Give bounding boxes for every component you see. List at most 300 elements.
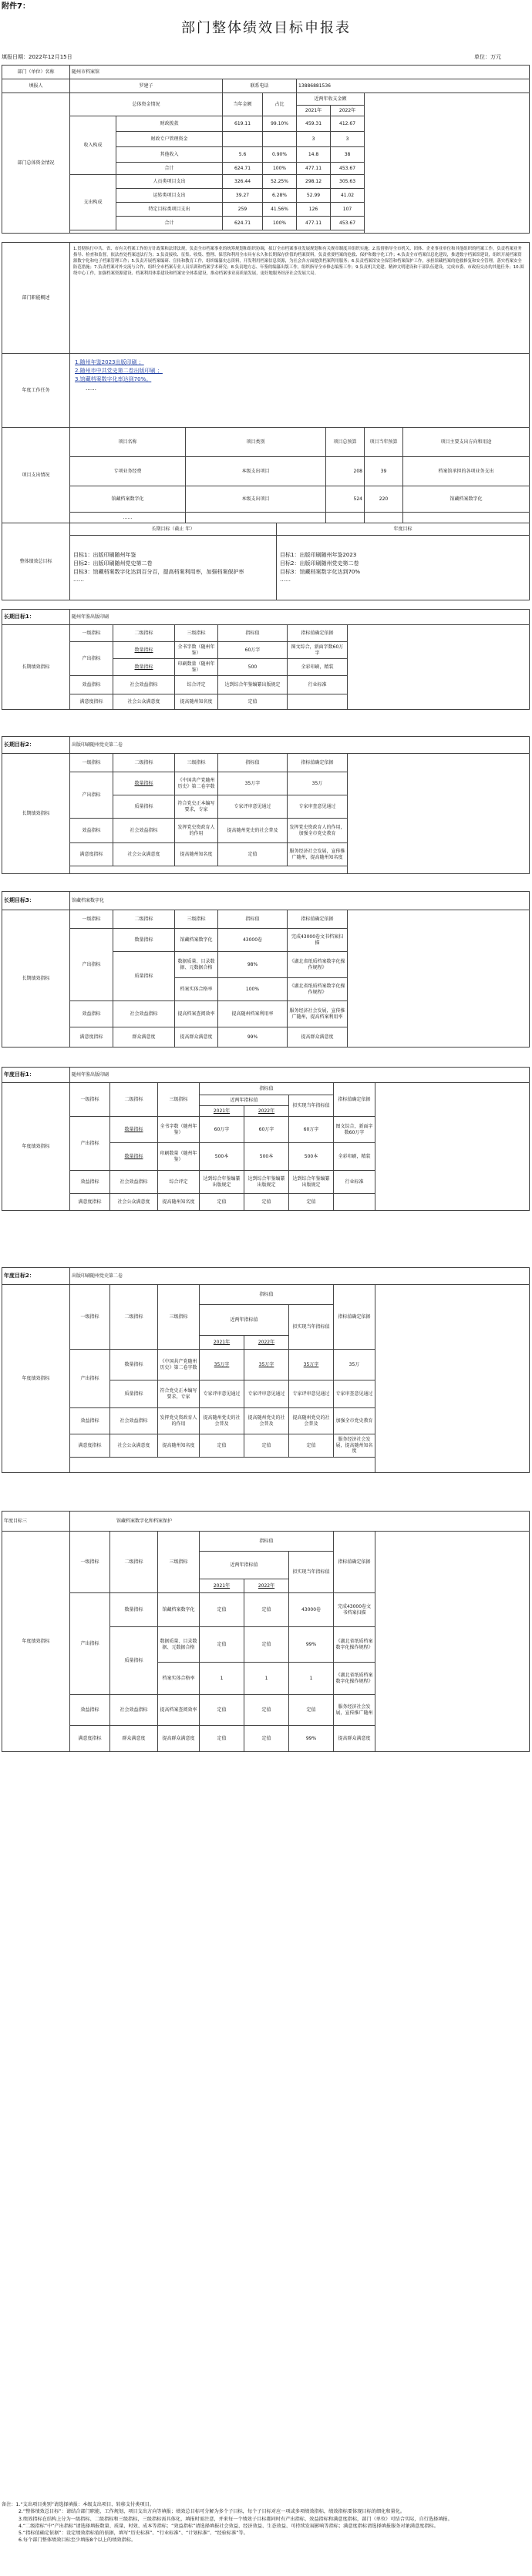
- indicator-l3: 发挥党史资政育人的作用: [158, 1408, 200, 1434]
- indicator-l1: 满意度指标: [70, 694, 113, 710]
- indicator-l3: 提高随州知名度: [175, 843, 218, 866]
- indicator-basis: 完成43000卷文书档案扫描: [334, 1593, 375, 1627]
- year3-label: 年度绩效指标: [2, 1532, 70, 1752]
- indicator-value: 500: [218, 659, 288, 676]
- year3-name: 馆藏档案数字化和档案保护: [70, 1512, 530, 1532]
- indicator-2021: 35万字: [200, 1350, 244, 1380]
- h-level3: 三级指标: [158, 1532, 200, 1593]
- projects-col-year: 项目当年预算: [365, 428, 403, 457]
- indicator-2022: 提高随州党史的社会普及: [244, 1408, 289, 1434]
- indicator-l1: 满意度指标: [70, 1194, 110, 1211]
- indicator-l1: 效益指标: [70, 676, 113, 694]
- indicator-plan: 达到综合年鉴编纂出版规定: [289, 1171, 334, 1194]
- long3-title: 长期目标3：: [2, 892, 70, 910]
- indicator-plan: 1: [289, 1663, 334, 1695]
- indicator-value: 60万字: [218, 642, 288, 659]
- indicator-value: 定值: [218, 694, 288, 710]
- h-level2: 二级指标: [113, 754, 175, 772]
- overall-table: [2, 523, 530, 600]
- indicator-basis: [334, 1194, 375, 1211]
- indicator-2022: 定值: [244, 1593, 289, 1627]
- year3-title: 年度目标三: [2, 1512, 70, 1532]
- indicator-2022: 定值: [244, 1627, 289, 1663]
- long2-title: 长期目标2：: [2, 737, 70, 754]
- expense-row-current: 624.71: [223, 217, 263, 230]
- expense-row-current: 326.44: [223, 175, 263, 189]
- task-item: 3.馆藏档案数字化率达到70%。: [75, 376, 152, 383]
- income-row-name: 其他收入: [116, 147, 223, 163]
- indicator-2022: 500本: [244, 1143, 289, 1171]
- indicator-basis: 发挥党史资政育人的作用，加强全市党史教育: [288, 819, 348, 843]
- indicator-l3: 档案实体合格率: [175, 978, 218, 1001]
- filler-label: 填报人: [2, 79, 70, 93]
- indicator-basis: 全彩印刷，精装: [334, 1143, 375, 1171]
- income-row-y2: 38: [331, 147, 365, 163]
- indicator-basis: 服务经济社会发展，提高随州知名度: [334, 1434, 375, 1458]
- long1-title: 长期目标1：: [2, 610, 70, 625]
- indicator-plan: 500本: [289, 1143, 334, 1171]
- year1-table: [2, 1067, 530, 1211]
- attachment-label: 附件7：: [2, 2, 30, 11]
- indicator-basis: 35万: [288, 772, 348, 795]
- indicator-value: 35万字: [218, 772, 288, 795]
- note-line: 备注：1.“支出项目类别”请选择填报：本级支出项目、转移支付类项目。: [2, 2502, 154, 2507]
- funds-section-label: 部门总体资金情况: [2, 93, 70, 234]
- h-plan: 拟实现当年指标值: [289, 1305, 334, 1350]
- indicator-l3: 提高随州知名度: [158, 1434, 200, 1458]
- indicator-l2: 群众满意度: [110, 1726, 158, 1752]
- indicator-l1: 效益指标: [70, 1001, 113, 1027]
- projects-col-type: 项目类别: [186, 428, 326, 457]
- h-year2: 2022年: [244, 1106, 289, 1117]
- year1-label: 年度绩效指标: [2, 1083, 70, 1211]
- indicator-value: 43000卷: [218, 929, 288, 952]
- indicator-l3: 提高档案查阅效率: [175, 1001, 218, 1027]
- expense-row-y1: 52.99: [297, 189, 331, 203]
- indicator-l3: 数据质量、目录数据、元数据合格: [175, 952, 218, 978]
- year2-table: [2, 1267, 530, 1473]
- income-row-y1: 459.31: [297, 116, 331, 132]
- h-level2: 二级指标: [110, 1083, 158, 1117]
- indicator-l3: 符合党史正本编写要求，专家: [158, 1380, 200, 1408]
- h-level1: 一级指标: [70, 910, 113, 929]
- tasks-label: 年度工作任务: [2, 354, 70, 428]
- h-value: 指标值: [200, 1532, 334, 1552]
- expense-row-ratio: 52.25%: [263, 175, 297, 189]
- h-basis: 指标值确定依据: [288, 625, 348, 642]
- indicator-2022: 60万字: [244, 1117, 289, 1143]
- overall-long-head: 长期目标（截止 年）: [70, 523, 277, 536]
- indicator-l3: 印刷数量（随州年鉴）: [158, 1143, 200, 1171]
- indicator-l1: 满意度指标: [70, 1027, 113, 1048]
- tasks-cell: [70, 354, 530, 428]
- overview-text: 1.贯彻执行中共、省、市有关档案工作的方针政策和法律法规，负责全市档案事业的统筹规划和组织协调，拟订全市档案事业发展规划和有关规章制度并组织实施；2.监督指导全市机关、团体、企业事业单位和其他组织的档案工作，负责档案业务指导、检查和监督，依法查处档案违法行为；3.负责接收、征集、收集、整理、保管和利用全市具有永久和长期保存价值的档案资料，负责重要档案的抢救、保护和数字化工作；4.负责全市档案信息化建设，推进数字档案馆建设，组织开展档案资源数字化和电子档案管理工作；5.负责开展档案编研、宣传和教育工作，组织编纂史志资料，开发利用档案信息资源，为社会各方面提供档案利用服务；6.负责档案馆安全保管和档案保护工作，承担馆藏档案的抢救修复和安全管理，落实档案安全防范措施；7.负责档案对外交流与合作，组织全市档案专业人员培训和档案学术研究；8.负责地方志、年鉴的编纂出版工作，组织指导全市修志编鉴工作；9.负责机关党建、精神文明建设和干部队伍建设，完成市委、市政府交办的其他任务；10.围绕中心工作，加强档案资源建设、档案利用体系建设和档案安全体系建设，推动档案事业高质量发展，更好地服务经济社会发展大局。: [70, 243, 530, 354]
- indicator-l3: 提高档案查阅效率: [158, 1695, 200, 1726]
- indicator-2021: 定值: [200, 1194, 244, 1211]
- year-goal-line: 目标3：馆藏档案数字化达到70%: [280, 568, 361, 575]
- overall-year-head: 年度目标: [277, 523, 530, 536]
- long2-name: 出版印刷随州党史第二卷: [70, 737, 530, 754]
- expense-row-name: 特定目标类项目支出: [116, 203, 223, 217]
- expense-row-y1: 126: [297, 203, 331, 217]
- indicator-l3: 发挥党史资政育人的作用: [175, 819, 218, 843]
- indicator-l2: 数量指标: [110, 1143, 158, 1171]
- projects-ellipsis: ……: [70, 513, 186, 523]
- indicator-l2: 质量指标: [110, 1627, 158, 1695]
- indicator-2021: 定值: [200, 1627, 244, 1663]
- indicator-plan: 99%: [289, 1627, 334, 1663]
- income-row-ratio: [263, 132, 297, 147]
- projects-label: 项目支出情况: [2, 428, 70, 523]
- indicator-l3: 全书字数（随州年鉴）: [158, 1117, 200, 1143]
- indicator-l2: 数量指标: [110, 1117, 158, 1143]
- indicator-2022: 专家评审意见通过: [244, 1380, 289, 1408]
- indicator-2022: 定值: [244, 1434, 289, 1458]
- long-goal-ellipsis: ……: [73, 577, 84, 583]
- expense-label: 支出构成: [70, 175, 116, 230]
- expense-row-y2: 453.67: [331, 217, 365, 230]
- h-level1: 一级指标: [70, 1532, 110, 1593]
- indicator-l2: 社会公众满意度: [110, 1194, 158, 1211]
- h-level1: 一级指标: [70, 754, 113, 772]
- indicator-l2: 社会效益指标: [113, 1001, 175, 1027]
- income-row-name: 合计: [116, 163, 223, 175]
- task-ellipsis: ……: [86, 385, 96, 392]
- indicator-l1: 效益指标: [70, 819, 113, 843]
- indicator-l2: 质量指标: [113, 795, 175, 819]
- task-item: 1.随州年鉴2023出版印刷 ；: [75, 359, 144, 365]
- expense-row-current: 259: [223, 203, 263, 217]
- year1-name: 随州年鉴出版印刷: [70, 1068, 530, 1083]
- funds-col-ratio: 占比: [263, 93, 297, 116]
- expense-row-ratio: 41.56%: [263, 203, 297, 217]
- dept-name: 随州市档案馆: [70, 66, 530, 79]
- year1-title: 年度目标1：: [2, 1068, 70, 1083]
- task-item: 2.随州市中共党史第二卷出版印刷 ；: [75, 368, 163, 375]
- phone-value: 13886881536: [297, 79, 530, 93]
- h-value: 指标值: [218, 910, 288, 929]
- indicator-value: 提高随州党史的社会普及: [218, 819, 288, 843]
- indicator-basis: 加强全市党史教育: [334, 1408, 375, 1434]
- indicator-l3: 综合评定: [158, 1171, 200, 1194]
- funds-year1: 2021年: [297, 106, 331, 116]
- dept-label: 部门（单位）名称: [2, 66, 70, 79]
- indicator-l2: 社会效益指标: [110, 1695, 158, 1726]
- expense-row-y1: 298.12: [297, 175, 331, 189]
- indicator-2022: 1: [244, 1663, 289, 1695]
- indicator-basis: 服务经济社会发展，宣传推广随州: [334, 1695, 375, 1726]
- indicator-plan: 60万字: [289, 1117, 334, 1143]
- income-row-current: [223, 132, 263, 147]
- income-row-y1: 3: [297, 132, 331, 147]
- indicator-l2: 社会效益指标: [110, 1171, 158, 1194]
- funds-col-recent: 近两年收支金额: [297, 93, 365, 106]
- indicator-basis: 全彩印刷，精装: [288, 659, 348, 676]
- indicator-2021: 提高随州党史的社会普及: [200, 1408, 244, 1434]
- page-title: 部门整体绩效目标申报表: [181, 20, 351, 36]
- note-line: 6.每个部门整体绩效目标至少填报8个以上的绩效指标。: [19, 2537, 136, 2544]
- indicator-basis: 服务经济社会发展，宣传推广随州，提高随州知名度: [288, 843, 348, 866]
- income-row-current: 5.6: [223, 147, 263, 163]
- indicator-l2: 数量指标: [113, 642, 175, 659]
- indicator-basis: 图文综合，新面字数60万字: [288, 642, 348, 659]
- h-recent: 近两年指标值: [200, 1305, 289, 1336]
- long1-table: [2, 609, 530, 710]
- projects-col-name: 项目名称: [70, 428, 186, 457]
- income-label: 收入构成: [70, 116, 116, 175]
- year-goal-line: 目标1：出版印刷随州年鉴2023: [280, 551, 357, 558]
- h-level3: 三级指标: [175, 910, 218, 929]
- income-row-name: 财政专户管理资金: [116, 132, 223, 147]
- indicator-l1: 满意度指标: [70, 843, 113, 866]
- indicator-value: 达到综合年鉴编纂出版规定: [218, 676, 288, 694]
- expense-row-ratio: 100%: [263, 217, 297, 230]
- h-level3: 三级指标: [175, 754, 218, 772]
- fill-date: 填报日期：2022年12月15日: [2, 54, 72, 60]
- indicator-l2: 数量指标: [113, 772, 175, 795]
- indicator-l1: 产出指标: [70, 1350, 110, 1408]
- indicator-l2: 社会公众满意度: [113, 694, 175, 710]
- year2-label: 年度绩效指标: [2, 1285, 70, 1473]
- indicator-l1: 满意度指标: [70, 1434, 110, 1458]
- expense-row-ratio: 6.28%: [263, 189, 297, 203]
- indicator-2022: 35万字: [244, 1350, 289, 1380]
- h-value: 指标值: [200, 1083, 334, 1095]
- indicator-l2: 数量指标: [110, 1593, 158, 1627]
- income-row-y2: 412.67: [331, 116, 365, 132]
- h-year1: 2021年: [200, 1106, 244, 1117]
- indicator-l1: 满意度指标: [70, 1726, 110, 1752]
- indicator-l2: 数量指标: [113, 659, 175, 676]
- overall-long-text: [70, 536, 277, 600]
- h-recent: 近两年指标值: [200, 1552, 289, 1579]
- indicator-l3: 《中国共产党随州历史》第二卷字数: [175, 772, 218, 795]
- h-level1: 一级指标: [70, 1285, 110, 1350]
- indicator-value: 99%: [218, 1027, 288, 1048]
- h-plan: 拟实现当年指标值: [289, 1095, 334, 1117]
- long3-label: 长期绩效指标: [2, 910, 70, 1048]
- note-line: 5.“指标值确定依据”：设定绩效指标值的依据，填写“历史标准”、“行业标准”、“计划标准”、“经验标准”等。: [19, 2531, 248, 2537]
- indicator-l2: 社会效益指标: [113, 676, 175, 694]
- h-plan: 拟实现当年指标值: [289, 1552, 334, 1593]
- indicator-plan: 定值: [289, 1695, 334, 1726]
- h-level2: 二级指标: [113, 625, 175, 642]
- indicator-basis: 专家审查意见通过: [288, 795, 348, 819]
- long3-name: 馆藏档案数字化: [70, 892, 530, 910]
- indicator-value: 100%: [218, 978, 288, 1001]
- funds-col-item: 总体资金情况: [70, 93, 223, 116]
- expense-row-current: 39.27: [223, 189, 263, 203]
- h-basis: 指标值确定依据: [334, 1285, 375, 1350]
- h-year2: 2022年: [244, 1579, 289, 1593]
- indicator-l2: 数量指标: [110, 1350, 158, 1380]
- h-level2: 二级指标: [113, 910, 175, 929]
- income-row-y2: 3: [331, 132, 365, 147]
- indicator-l1: 产出指标: [70, 1117, 110, 1171]
- project-name: 专项业务经费: [70, 457, 186, 486]
- h-value: 指标值: [218, 754, 288, 772]
- project-type: 本级支出项目: [186, 486, 326, 513]
- indicator-value: 专家评审意见通过: [218, 795, 288, 819]
- long-goal-line: 目标3：馆藏档案数字化达到百分百，提高档案利用率，加强档案保护率: [73, 568, 244, 575]
- long1-name: 随州年鉴出版印刷: [70, 610, 530, 625]
- indicator-l1: 效益指标: [70, 1171, 110, 1194]
- indicator-plan: 43000卷: [289, 1593, 334, 1627]
- phone-label: 联系电话: [223, 79, 297, 93]
- year-goal-ellipsis: ……: [280, 577, 291, 583]
- indicator-l3: 数据质量、目录数据、元数据合格: [158, 1627, 200, 1663]
- note-line: 2.“整体绩效总目标”：请结合部门职能、工作规划、项目支出方向等填报；绩效总目标可分解为多个子目标，每个子目标对应一项或多项绩效指标，绩效指标要体现目标的细化和量化。: [19, 2509, 406, 2515]
- funds-col-current: 当年金额: [223, 93, 263, 116]
- indicator-basis: 提高群众满意度: [334, 1726, 375, 1752]
- indicator-basis: 完成43000卷文书档案扫描: [288, 929, 348, 952]
- indicator-basis: 《湖北省纸质档案数字化操作规程》: [334, 1627, 375, 1663]
- income-row-y1: 477.11: [297, 163, 331, 175]
- indicator-l2: 社会公众满意度: [110, 1434, 158, 1458]
- projects-col-total: 项目总预算: [326, 428, 365, 457]
- project-total: 208: [326, 457, 365, 486]
- indicator-2022: 定值: [244, 1726, 289, 1752]
- income-row-ratio: 99.10%: [263, 116, 297, 132]
- long2-label: 长期绩效指标: [2, 754, 70, 874]
- indicator-l1: 产出指标: [70, 642, 113, 676]
- project-dir: 档案馆承担的各项业务支出: [403, 457, 530, 486]
- expense-row-y2: 107: [331, 203, 365, 217]
- indicator-value: 提高随州档案利用率: [218, 1001, 288, 1027]
- indicator-2021: 达到综合年鉴编纂出版规定: [200, 1171, 244, 1194]
- funds-year2: 2022年: [331, 106, 365, 116]
- unit-label: 单位：万元: [474, 54, 501, 60]
- h-level3: 三级指标: [158, 1285, 200, 1350]
- indicator-l3: 提高群众满意度: [175, 1027, 218, 1048]
- h-level1: 一级指标: [70, 1083, 110, 1117]
- h-year2: 2022年: [244, 1336, 289, 1350]
- indicator-value: 98%: [218, 952, 288, 978]
- income-row-name: 财政拨款: [116, 116, 223, 132]
- indicator-basis: 服务经济社会发展，宣传推广随州，提高档案利用率: [288, 1001, 348, 1027]
- h-basis: 指标值确定依据: [334, 1083, 375, 1117]
- long-goal-line: 目标1：出版印刷随州年鉴: [73, 551, 136, 558]
- project-year: 39: [365, 457, 403, 486]
- indicator-l3: 印刷数量（随州年鉴）: [175, 659, 218, 676]
- indicator-2022: 定值: [244, 1194, 289, 1211]
- indicator-l3: 馆藏档案数字化: [158, 1593, 200, 1627]
- income-row-ratio: 100%: [263, 163, 297, 175]
- indicator-basis: 35万: [334, 1350, 375, 1380]
- indicator-l3: 馆藏档案数字化: [175, 929, 218, 952]
- h-basis: 指标值确定依据: [288, 910, 348, 929]
- expense-row-name: 人员类项目支出: [116, 175, 223, 189]
- indicator-l3: 符合党史正本编写要求，专家: [175, 795, 218, 819]
- h-basis: 指标值确定依据: [334, 1532, 375, 1593]
- h-year1: 2021年: [200, 1579, 244, 1593]
- indicator-2021: 定值: [200, 1593, 244, 1627]
- note-line: 4.“二级指标”中“产出指标”请选择填报数量、质量、时效、成本等指标；“效益指标”请选择填报社会效益、经济效益、生态效益、可持续发展影响等指标；满意度指标请选择填报服务对象满意度指标。: [19, 2523, 439, 2529]
- project-name: 馆藏档案数字化: [70, 486, 186, 513]
- indicator-plan: 99%: [289, 1726, 334, 1752]
- expense-row-y2: 41.02: [331, 189, 365, 203]
- income-row-y1: 14.8: [297, 147, 331, 163]
- project-dir: 馆藏档案数字化: [403, 486, 530, 513]
- expense-row-name: 运转类项目支出: [116, 189, 223, 203]
- long-goal-line: 目标2：出版印刷随州党史第二卷: [73, 560, 153, 567]
- h-basis: 指标值确定依据: [288, 754, 348, 772]
- indicator-2021: 定值: [200, 1434, 244, 1458]
- year3-table: [2, 1511, 530, 1752]
- indicator-l3: 提高群众满意度: [158, 1726, 200, 1752]
- indicator-2021: 专家评审意见通过: [200, 1380, 244, 1408]
- indicator-plan: 定值: [289, 1194, 334, 1211]
- projects-col-dir: 项目主要支出方向和用途: [403, 428, 530, 457]
- project-type: 本级支出项目: [186, 457, 326, 486]
- indicator-value: 定值: [218, 843, 288, 866]
- indicator-basis: 行业标准: [334, 1171, 375, 1194]
- indicator-l3: 综合评定: [175, 676, 218, 694]
- expense-row-y1: 477.11: [297, 217, 331, 230]
- indicator-l3: 全书字数（随州年鉴）: [175, 642, 218, 659]
- indicator-l3: 档案实体合格率: [158, 1663, 200, 1695]
- note-line: 3.绩效指标在结构上分为一级指标、二级指标和三级指标，三级指标需具体化，填报时需注意，并来每一个绩效子目标都同时有产出指标、效益指标和满意度指标，部门（单位）可结合实际，自行选择填报。: [19, 2516, 453, 2522]
- indicator-basis: 《湖北省纸质档案数字化操作规程》: [334, 1663, 375, 1695]
- expense-row-y2: 305.63: [331, 175, 365, 189]
- h-year1: 2021年: [200, 1336, 244, 1350]
- indicator-l1: 效益指标: [70, 1408, 110, 1434]
- income-row-current: 624.71: [223, 163, 263, 175]
- year2-title: 年度目标2：: [2, 1268, 70, 1285]
- funds-table: [2, 92, 530, 234]
- indicator-2021: 60万字: [200, 1117, 244, 1143]
- indicator-l2: 数量指标: [113, 929, 175, 952]
- indicator-plan: 专家评审意见通过: [289, 1380, 334, 1408]
- long2-table: [2, 736, 530, 874]
- indicator-basis: 专家审查意见通过: [334, 1380, 375, 1408]
- h-level2: 二级指标: [110, 1285, 158, 1350]
- income-row-ratio: 0.90%: [263, 147, 297, 163]
- indicator-l3: 提高随州知名度: [175, 694, 218, 710]
- h-value: 指标值: [218, 625, 288, 642]
- income-row-current: 619.11: [223, 116, 263, 132]
- h-recent: 近两年指标值: [200, 1095, 289, 1106]
- overall-year-text: [277, 536, 530, 600]
- indicator-l1: 产出指标: [70, 929, 113, 1001]
- indicator-basis: 行业标准: [288, 676, 348, 694]
- project-total: 524: [326, 486, 365, 513]
- indicator-plan: 35万字: [289, 1350, 334, 1380]
- indicator-plan: 定值: [289, 1434, 334, 1458]
- indicator-basis: 《湖北省纸质档案数字化操作规程》: [288, 952, 348, 978]
- indicator-2022: 定值: [244, 1695, 289, 1726]
- indicator-2021: 定值: [200, 1695, 244, 1726]
- indicator-l2: 质量指标: [110, 1380, 158, 1408]
- indicator-basis: [288, 694, 348, 710]
- indicator-basis: 《湖北省纸质档案数字化操作规程》: [288, 978, 348, 1001]
- long1-label: 长期绩效指标: [2, 625, 70, 710]
- indicator-2021: 定值: [200, 1726, 244, 1752]
- overall-label: 整体绩效总目标: [2, 523, 70, 600]
- income-row-y2: 453.67: [331, 163, 365, 175]
- year-goal-line: 目标2：出版印刷随州党史第二卷: [280, 560, 359, 567]
- indicator-l2: 群众满意度: [113, 1027, 175, 1048]
- indicator-l2: 社会公众满意度: [113, 843, 175, 866]
- indicator-basis: 提高群众满意度: [288, 1027, 348, 1048]
- indicator-2021: 1: [200, 1663, 244, 1695]
- projects-table: [2, 427, 530, 523]
- notes: [2, 2501, 529, 2544]
- indicator-l1: 产出指标: [70, 1593, 110, 1695]
- indicator-2021: 500本: [200, 1143, 244, 1171]
- indicator-basis: 图文综合，新面字数60万字: [334, 1117, 375, 1143]
- indicator-l1: 效益指标: [70, 1695, 110, 1726]
